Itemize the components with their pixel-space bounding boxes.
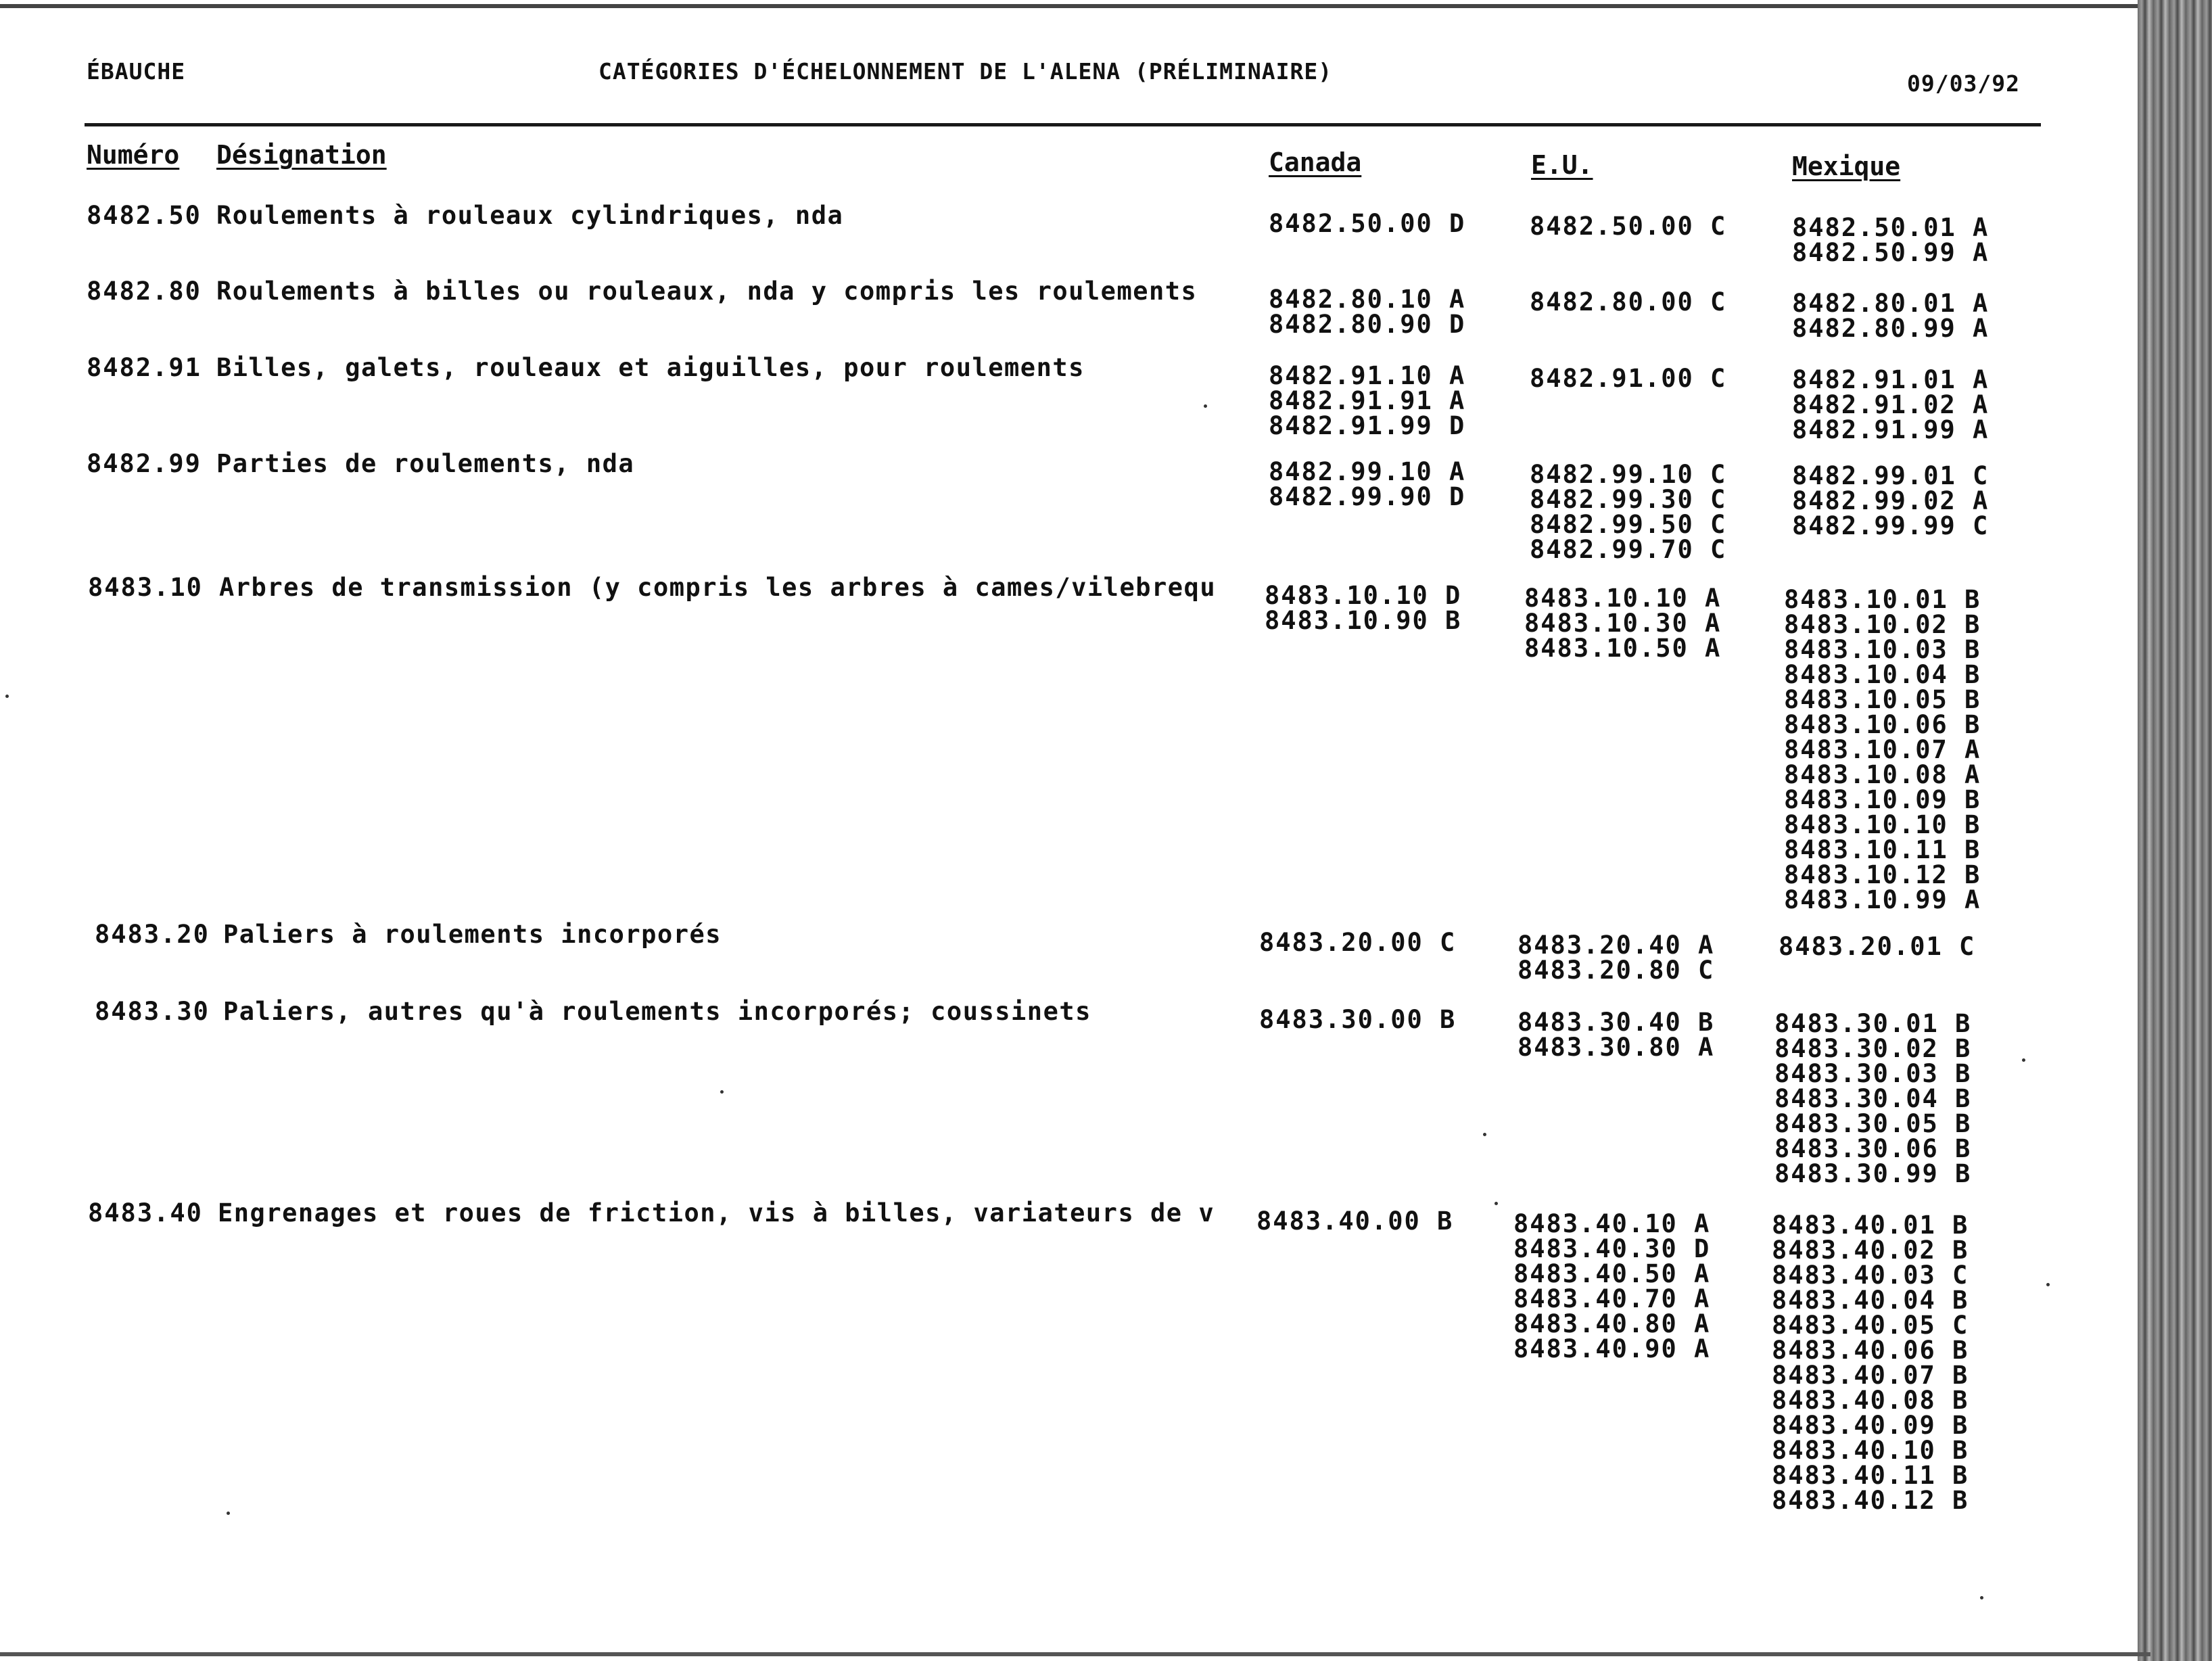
scan-speck: [720, 1090, 724, 1094]
row-mexique-codes: [1792, 215, 1989, 265]
eu-tariff-code: 8482.99.50 C: [1530, 510, 1727, 539]
canada-tariff-code: 8482.91.99 D: [1269, 411, 1466, 440]
canada-tariff-code: 8483.20.00 C: [1259, 928, 1457, 957]
column-header-canada: Canada: [1269, 147, 1362, 177]
row-mexique-codes: [1784, 587, 1981, 912]
scan-speck: [5, 695, 9, 698]
row-canada-codes: [1269, 459, 1465, 509]
canada-tariff-code: 8482.80.10 A: [1269, 285, 1466, 314]
mexique-tariff-code: 8483.10.07 A: [1784, 735, 1981, 764]
row-eu-codes: [1513, 1211, 1710, 1361]
mexique-tariff-code: 8483.10.99 A: [1784, 885, 1981, 914]
draft-label: ÉBAUCHE: [87, 58, 186, 85]
canada-tariff-code: 8482.91.91 A: [1269, 386, 1466, 415]
row-numero: 8483.30: [95, 997, 210, 1026]
row-mexique-codes: [1792, 291, 1989, 341]
row-eu-codes: [1517, 1010, 1714, 1060]
mexique-tariff-code: 8483.40.02 B: [1772, 1236, 1969, 1265]
canada-tariff-code: 8482.99.90 D: [1269, 482, 1466, 511]
eu-tariff-code: 8482.99.10 C: [1530, 460, 1727, 489]
column-header-mexique: Mexique: [1792, 151, 1901, 181]
mexique-tariff-code: 8483.20.01 C: [1779, 932, 1976, 961]
mexique-tariff-code: 8483.40.07 B: [1772, 1361, 1969, 1390]
document-date: 09/03/92: [1907, 70, 2020, 97]
mexique-tariff-code: 8483.10.09 B: [1784, 785, 1981, 814]
mexique-tariff-code: 8483.10.06 B: [1784, 710, 1981, 739]
row-eu-codes: [1530, 366, 1726, 391]
eu-tariff-code: 8483.10.30 A: [1524, 609, 1722, 638]
row-mexique-codes: [1779, 934, 1975, 959]
canada-tariff-code: 8483.40.00 B: [1256, 1207, 1454, 1236]
eu-tariff-code: 8483.20.80 C: [1517, 956, 1715, 985]
row-designation: Parties de roulements, nda: [216, 449, 635, 478]
canada-tariff-code: 8482.80.90 D: [1269, 310, 1466, 339]
eu-tariff-code: 8483.10.50 A: [1524, 634, 1722, 663]
mexique-tariff-code: 8483.40.03 C: [1772, 1261, 1969, 1290]
canada-tariff-code: 8483.10.10 D: [1265, 581, 1462, 610]
mexique-tariff-code: 8483.40.12 B: [1772, 1486, 1969, 1515]
row-mexique-codes: [1772, 1213, 1969, 1513]
mexique-tariff-code: 8483.10.03 B: [1784, 635, 1981, 664]
canada-tariff-code: 8482.99.10 A: [1269, 457, 1466, 486]
canada-tariff-code: 8483.30.00 B: [1259, 1005, 1457, 1034]
eu-tariff-code: 8483.30.80 A: [1517, 1033, 1715, 1062]
mexique-tariff-code: 8482.91.01 A: [1792, 365, 1990, 394]
document-title: CATÉGORIES D'ÉCHELONNEMENT DE L'ALENA (PRÉLIMINAIRE): [598, 58, 1333, 85]
row-eu-codes: [1530, 214, 1726, 239]
row-numero: 8483.10: [88, 573, 203, 602]
canada-tariff-code: 8482.91.10 A: [1269, 361, 1466, 390]
mexique-tariff-code: 8483.40.09 B: [1772, 1411, 1969, 1440]
eu-tariff-code: 8483.20.40 A: [1517, 931, 1715, 960]
mexique-tariff-code: 8483.40.08 B: [1772, 1386, 1969, 1415]
mexique-tariff-code: 8483.10.02 B: [1784, 610, 1981, 639]
mexique-tariff-code: 8482.50.01 A: [1792, 213, 1990, 242]
column-header-designation: Désignation: [216, 140, 387, 170]
mexique-tariff-code: 8483.40.04 B: [1772, 1286, 1969, 1315]
canada-tariff-code: 8482.50.00 D: [1269, 209, 1466, 238]
mexique-tariff-code: 8483.10.05 B: [1784, 685, 1981, 714]
mexique-tariff-code: 8483.30.06 B: [1774, 1134, 1972, 1163]
row-numero: 8482.50: [87, 201, 202, 230]
mexique-tariff-code: 8483.30.99 B: [1774, 1159, 1972, 1188]
mexique-tariff-code: 8483.10.01 B: [1784, 585, 1981, 614]
eu-tariff-code: 8482.50.00 C: [1530, 212, 1727, 241]
mexique-tariff-code: 8483.30.04 B: [1774, 1084, 1972, 1113]
eu-tariff-code: 8483.10.10 A: [1524, 584, 1722, 613]
row-numero: 8482.99: [87, 449, 202, 478]
row-canada-codes: [1269, 363, 1465, 438]
mexique-tariff-code: 8483.40.01 B: [1772, 1211, 1969, 1240]
row-eu-codes: [1517, 933, 1714, 983]
mexique-tariff-code: 8483.40.10 B: [1772, 1436, 1969, 1465]
scan-speck: [2046, 1283, 2050, 1286]
scan-speck: [1483, 1133, 1486, 1136]
column-header-numero: Numéro: [87, 140, 180, 170]
mexique-tariff-code: 8482.80.99 A: [1792, 314, 1990, 343]
row-numero: 8483.20: [95, 920, 210, 949]
scan-speck: [1980, 1596, 1983, 1599]
row-mexique-codes: [1792, 463, 1989, 538]
eu-tariff-code: 8483.40.80 A: [1513, 1309, 1711, 1338]
mexique-tariff-code: 8483.40.11 B: [1772, 1461, 1969, 1490]
mexique-tariff-code: 8482.91.99 A: [1792, 415, 1990, 444]
row-canada-codes: [1269, 287, 1465, 337]
row-eu-codes: [1524, 586, 1721, 661]
row-designation: Engrenages et roues de friction, vis à billes, variateurs de v: [218, 1198, 1215, 1227]
scan-speck: [2022, 1058, 2025, 1062]
mexique-tariff-code: 8483.10.10 B: [1784, 810, 1981, 839]
mexique-tariff-code: 8483.10.04 B: [1784, 660, 1981, 689]
row-designation: Billes, galets, rouleaux et aiguilles, pour roulements: [216, 353, 1085, 382]
scan-speck: [227, 1512, 230, 1515]
row-canada-codes: [1259, 1007, 1456, 1032]
row-mexique-codes: [1774, 1011, 1971, 1186]
mexique-tariff-code: 8483.30.03 B: [1774, 1059, 1972, 1088]
eu-tariff-code: 8482.91.00 C: [1530, 364, 1727, 393]
eu-tariff-code: 8482.99.70 C: [1530, 535, 1727, 564]
eu-tariff-code: 8483.30.40 B: [1517, 1008, 1715, 1037]
row-designation: Paliers, autres qu'à roulements incorporés; coussinets: [223, 997, 1091, 1026]
mexique-tariff-code: 8483.40.05 C: [1772, 1311, 1969, 1340]
row-designation: Arbres de transmission (y compris les arbres à cames/vilebrequ: [219, 573, 1217, 602]
eu-tariff-code: 8483.40.50 A: [1513, 1259, 1711, 1288]
row-eu-codes: [1530, 462, 1726, 562]
eu-tariff-code: 8483.40.70 A: [1513, 1284, 1711, 1313]
mexique-tariff-code: 8483.40.06 B: [1772, 1336, 1969, 1365]
column-header-eu: E.U.: [1531, 150, 1593, 180]
mexique-tariff-code: 8482.91.02 A: [1792, 390, 1990, 419]
scan-speck: [1204, 404, 1207, 408]
canada-tariff-code: 8483.10.90 B: [1265, 606, 1462, 635]
eu-tariff-code: 8483.40.90 A: [1513, 1334, 1711, 1363]
eu-tariff-code: 8483.40.10 A: [1513, 1209, 1711, 1238]
row-eu-codes: [1530, 287, 1727, 317]
row-designation: Roulements à billes ou rouleaux, nda y compris les roulements: [216, 277, 1198, 306]
row-mexique-codes: [1792, 367, 1989, 442]
row-designation: Roulements à rouleaux cylindriques, nda: [216, 201, 844, 230]
mexique-tariff-code: 8482.99.01 C: [1792, 461, 1990, 490]
row-canada-codes: [1265, 583, 1461, 633]
row-canada-codes: [1269, 211, 1465, 236]
mexique-tariff-code: 8482.99.99 C: [1792, 511, 1990, 540]
row-canada-codes: [1256, 1209, 1453, 1234]
row-numero: 8483.40: [88, 1198, 203, 1227]
eu-tariff-code: 8482.80.00 C: [1530, 287, 1727, 317]
row-designation: Paliers à roulements incorporés: [223, 920, 722, 949]
mexique-tariff-code: 8482.99.02 A: [1792, 486, 1990, 515]
row-numero: 8482.80: [87, 277, 202, 306]
row-canada-codes: [1259, 930, 1456, 955]
eu-tariff-code: 8483.40.30 D: [1513, 1234, 1711, 1263]
mexique-tariff-code: 8483.10.11 B: [1784, 835, 1981, 864]
mexique-tariff-code: 8483.10.08 A: [1784, 760, 1981, 789]
mexique-tariff-code: 8483.10.12 B: [1784, 860, 1981, 889]
mexique-tariff-code: 8482.80.01 A: [1792, 289, 1990, 318]
scan-speck: [1495, 1202, 1498, 1205]
mexique-tariff-code: 8483.30.02 B: [1774, 1034, 1972, 1063]
mexique-tariff-code: 8483.30.01 B: [1774, 1009, 1972, 1038]
mexique-tariff-code: 8483.30.05 B: [1774, 1109, 1972, 1138]
row-numero: 8482.91: [87, 353, 202, 382]
mexique-tariff-code: 8482.50.99 A: [1792, 238, 1990, 267]
eu-tariff-code: 8482.99.30 C: [1530, 485, 1727, 514]
